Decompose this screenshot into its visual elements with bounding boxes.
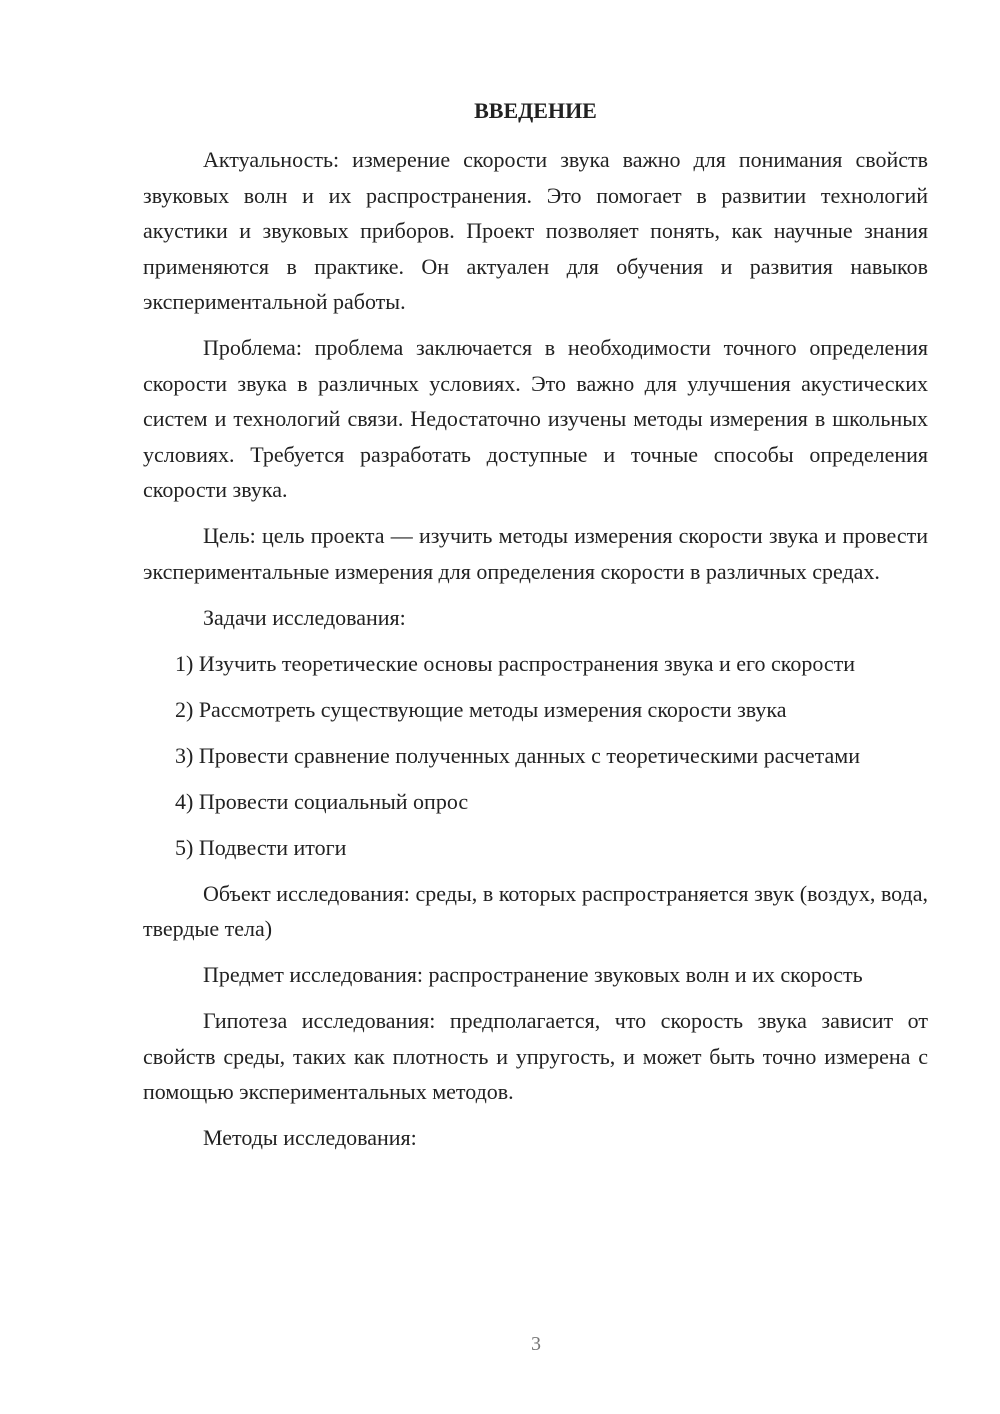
object-paragraph: Объект исследования: среды, в которых распространяется звук (воздух, вода, твердые тела) xyxy=(143,880,928,941)
subject-paragraph: Предмет исследования: распространение звуковых волн и их скорость xyxy=(203,962,863,987)
page-number: 3 xyxy=(531,1333,541,1355)
page-body xyxy=(143,142,928,1166)
task-item-5: 5) Подвести итоги xyxy=(175,834,347,860)
task-item-1: 1) Изучить теоретические основы распространения звука и его скорости xyxy=(175,650,856,676)
problem-paragraph: Проблема: проблема заключается в необходимости точного определения скорости звука в различных условиях. Это важно для улучшения акустических систем и технологий связи. Недостаточно изучены методы измерения в школьных условиях. Требуется разработать доступные и точные способы определения скорости звука. xyxy=(143,335,928,502)
page-title: ВВЕДЕНИЕ xyxy=(474,98,597,123)
tasks-heading: Задачи исследования: xyxy=(203,604,406,630)
task-item-4: 4) Провести социальный опрос xyxy=(175,788,469,814)
hypothesis-paragraph: Гипотеза исследования: предполагается, что скорость звука зависит от свойств среды, таких как плотность и упругость, и может быть точно измерена с помощью экспериментальных методов. xyxy=(143,1008,928,1104)
goal-paragraph: Цель: цель проекта — изучить методы измерения скорости звука и провести экспериментальные измерения для определения скорости в различных средах. xyxy=(143,523,928,584)
methods-heading: Методы исследования: xyxy=(203,1125,417,1150)
task-item-3: 3) Провести сравнение полученных данных с теоретическими расчетами xyxy=(175,742,860,768)
relevance-paragraph: Актуальность: измерение скорости звука важно для понимания свойств звуковых волн и их распространения. Это помогает в развитии технологий акустики и звуковых приборов. Проект позволяет понять, как научные знания применяются в практике. Он актуален для обучения и развития навыков экспериментальной работы. xyxy=(143,147,928,314)
task-item-2: 2) Рассмотреть существующие методы измерения скорости звука xyxy=(175,696,787,722)
